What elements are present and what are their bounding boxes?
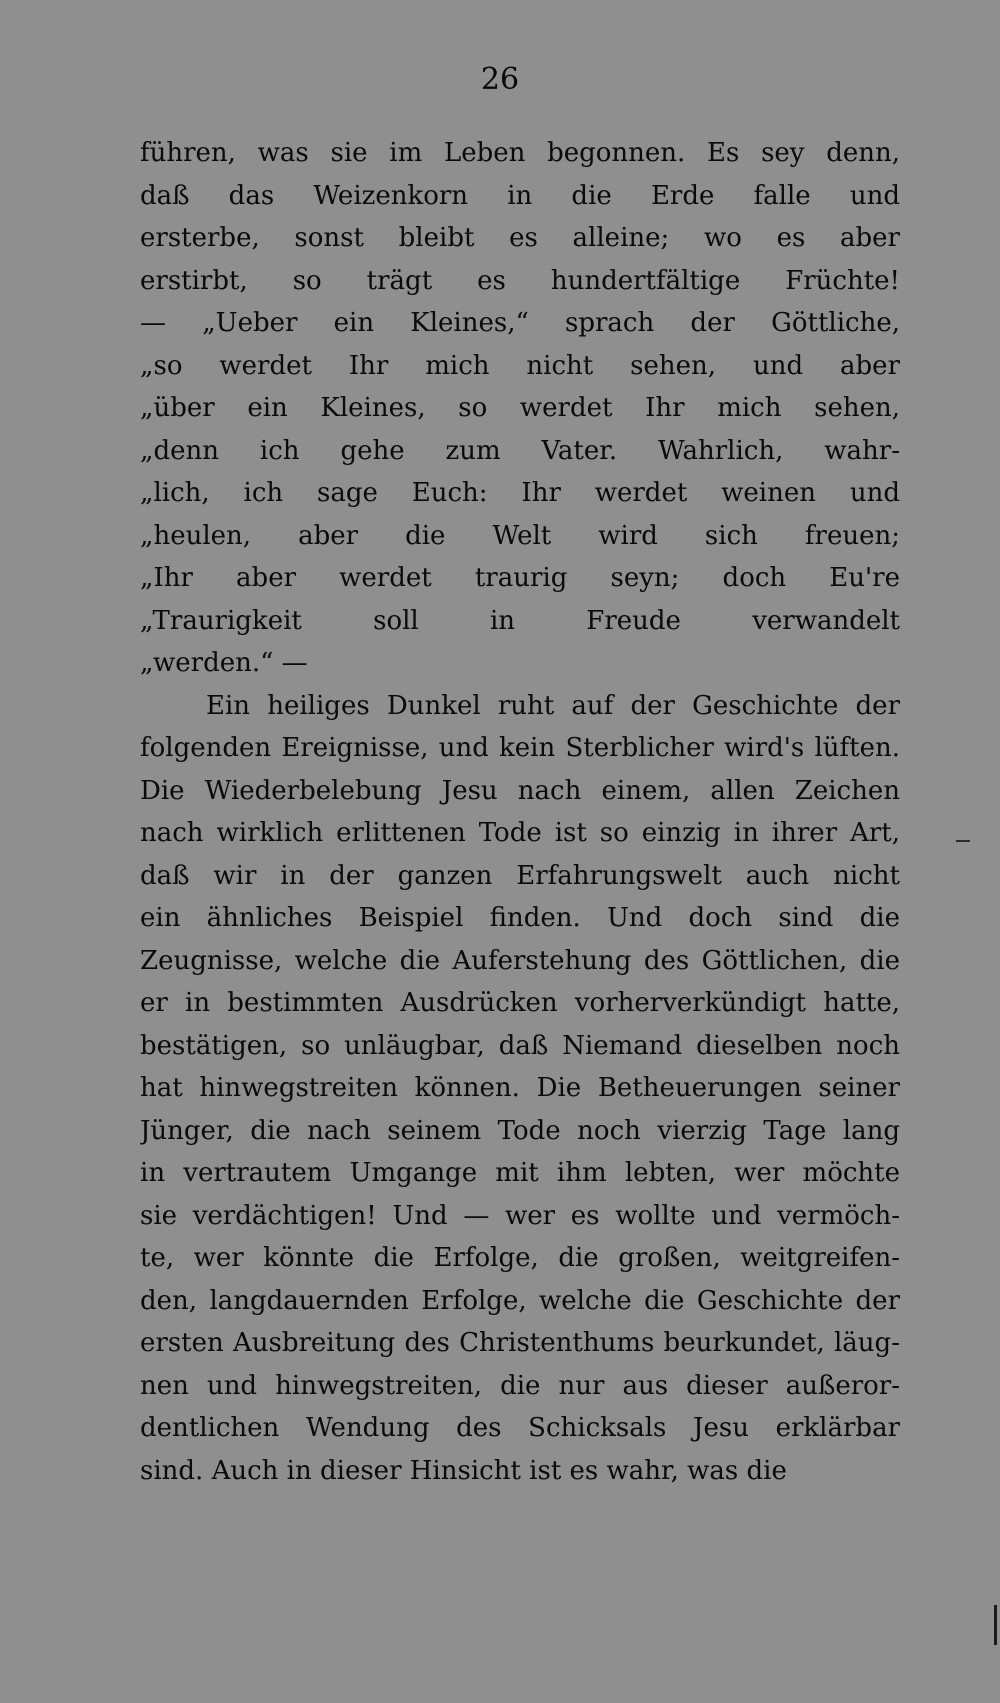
text-line: Die Wiederbelebung Jesu nach einem, allen Zeichen	[140, 775, 900, 806]
text-line: „heulen, aber die Welt wird sich freuen;	[140, 520, 900, 551]
text-line: hat hinwegstreiten können. Die Betheuerungen seiner	[140, 1073, 900, 1103]
text-line: „über ein Kleines, so werdet Ihr mich sehen,	[140, 393, 900, 423]
text-line: Zeugnisse, welche die Auferstehung des Göttlichen, die	[140, 945, 900, 976]
text-line: nen und hinwegstreiten, die nur aus dieser außeror-	[140, 1370, 900, 1401]
margin-mark	[956, 840, 970, 842]
text-line: nach wirklich erlittenen Tode ist so einzig in ihrer Art,	[140, 818, 900, 848]
text-line: sie verdächtigen! Und — wer es wollte und vermöch-	[140, 1200, 900, 1231]
text-line: sind. Auch in dieser Hinsicht ist es wahr, was die	[140, 1455, 787, 1486]
text-line: „denn ich gehe zum Vater. Wahrlich, wahr-	[140, 435, 900, 466]
text-line: „lich, ich sage Euch: Ihr werdet weinen und	[140, 478, 900, 508]
text-line: „Traurigkeit soll in Freude verwandelt	[140, 605, 900, 636]
page-edge-mark	[994, 1605, 997, 1645]
text-line: dentlichen Wendung des Schicksals Jesu erklärbar	[140, 1413, 900, 1443]
text-line: te, wer könnte die Erfolge, die großen, weitgreifen-	[140, 1243, 900, 1273]
text-line: ein ähnliches Beispiel finden. Und doch sind die	[140, 903, 900, 933]
text-line: er in bestimmten Ausdrücken vorherverkündigt hatte,	[140, 988, 900, 1018]
text-line: daß das Weizenkorn in die Erde falle und	[140, 180, 900, 211]
text-line: Jünger, die nach seinem Tode noch vierzig Tage lang	[140, 1115, 900, 1146]
text-line: folgenden Ereignisse, und kein Sterblicher wird's lüften.	[140, 733, 900, 763]
text-line: ersterbe, sonst bleibt es alleine; wo es aber	[140, 223, 900, 253]
text-line: Ein heiliges Dunkel ruht auf der Geschichte der	[206, 690, 900, 721]
text-line: erstirbt, so trägt es hundertfältige Früchte!	[140, 265, 900, 296]
text-line: bestätigen, so unläugbar, daß Niemand dieselben noch	[140, 1030, 900, 1061]
text-line: — „Ueber ein Kleines,“ sprach der Göttliche,	[140, 308, 900, 338]
text-line: ersten Ausbreitung des Christenthums beurkundet, läug-	[140, 1328, 900, 1358]
text-line: daß wir in der ganzen Erfahrungswelt auch nicht	[140, 860, 900, 891]
text-line: „werden.“ —	[140, 648, 308, 678]
text-line: „so werdet Ihr mich nicht sehen, und aber	[140, 350, 900, 381]
page-number: 26	[480, 62, 520, 97]
text-line: den, langdauernden Erfolge, welche die Geschichte der	[140, 1285, 900, 1316]
text-line: in vertrautem Umgange mit ihm lebten, wer möchte	[140, 1158, 900, 1188]
text-line: führen, was sie im Leben begonnen. Es sey denn,	[140, 138, 900, 168]
text-line: „Ihr aber werdet traurig seyn; doch Eu're	[140, 563, 900, 593]
body-text	[140, 132, 900, 1492]
